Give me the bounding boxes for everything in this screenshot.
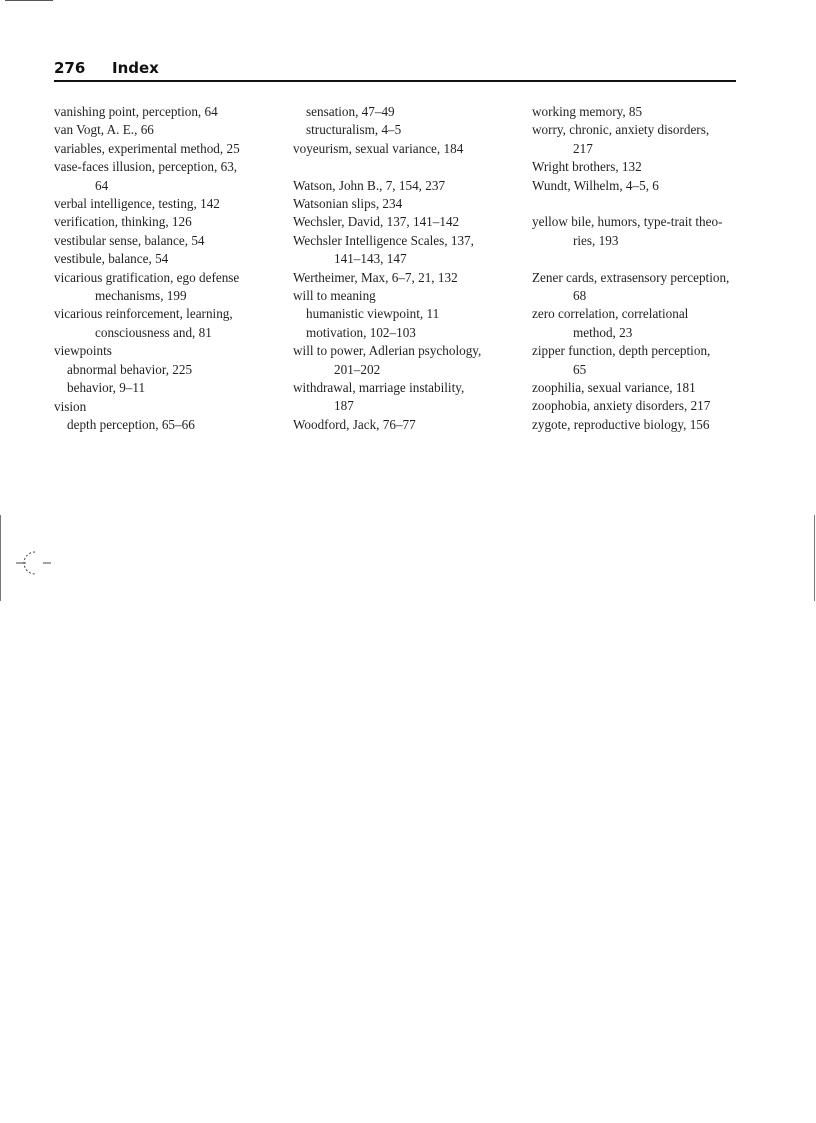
index-entry-continuation: 217	[573, 140, 593, 156]
index-entry: zygote, reproductive biology, 156	[532, 416, 710, 432]
index-entry: Wundt, Wilhelm, 4–5, 6	[532, 177, 659, 193]
edge-rule-right	[814, 515, 815, 601]
index-entry: verification, thinking, 126	[54, 214, 192, 230]
index-entry-continuation: method, 23	[573, 324, 633, 340]
index-entry: will to meaning	[293, 288, 376, 304]
header-rule	[54, 80, 736, 82]
index-entry: worry, chronic, anxiety disorders,	[532, 122, 710, 138]
index-entry: Zener cards, extrasensory perception,	[532, 269, 730, 285]
entry-spacer	[293, 158, 518, 176]
index-entry-continuation: consciousness and, 81	[95, 324, 212, 340]
entry-spacer	[532, 195, 747, 213]
index-entry: vision	[54, 398, 87, 414]
index-entry: working memory, 85	[532, 104, 643, 119]
index-subentry: behavior, 9–11	[67, 380, 146, 396]
index-subentry: sensation, 47–49	[306, 104, 395, 119]
index-entry: zoophilia, sexual variance, 181	[532, 380, 696, 396]
crop-line-top	[5, 0, 53, 1]
index-entry-continuation: 65	[573, 361, 587, 377]
index-entry: vanishing point, perception, 64	[54, 104, 218, 119]
index-entry: Watson, John B., 7, 154, 237	[293, 177, 446, 193]
index-column-3	[532, 103, 747, 434]
running-title: Index	[112, 59, 159, 77]
index-entry: Wechsler, David, 137, 141–142	[293, 214, 460, 230]
index-subentry: humanistic viewpoint, 11	[306, 306, 440, 322]
index-entry: withdrawal, marriage instability,	[293, 380, 465, 396]
index-entry-continuation: ries, 193	[573, 232, 619, 248]
index-subentry: abnormal behavior, 225	[67, 361, 193, 377]
entry-spacer	[532, 250, 747, 268]
index-entry: voyeurism, sexual variance, 184	[293, 140, 464, 156]
index-entry: vestibular sense, balance, 54	[54, 232, 205, 248]
index-entry-continuation: 141–143, 147	[334, 251, 407, 267]
index-subentry: structuralism, 4–5	[306, 122, 402, 138]
index-entry: Wertheimer, Max, 6–7, 21, 132	[293, 269, 458, 285]
index-entry: vestibule, balance, 54	[54, 251, 169, 267]
index-entry: van Vogt, A. E., 66	[54, 122, 154, 138]
index-column-1	[54, 103, 279, 434]
index-entry: variables, experimental method, 25	[54, 140, 240, 156]
index-entry-continuation: 64	[95, 177, 109, 193]
index-subentry: motivation, 102–103	[306, 324, 416, 340]
index-entry-continuation: 201–202	[334, 361, 381, 377]
index-entry-continuation: mechanisms, 199	[95, 288, 187, 304]
index-entry: vicarious reinforcement, learning,	[54, 306, 233, 322]
index-entry: viewpoints	[54, 343, 112, 359]
running-header	[54, 59, 736, 83]
edge-rule-left	[0, 515, 1, 601]
index-entry: zoophobia, anxiety disorders, 217	[532, 398, 711, 414]
index-column-2	[293, 103, 518, 434]
index-entry: verbal intelligence, testing, 142	[54, 196, 220, 212]
index-entry: Wright brothers, 132	[532, 159, 642, 175]
index-entry: yellow bile, humors, type-trait theo-	[532, 214, 723, 230]
index-entry: will to power, Adlerian psychology,	[293, 343, 482, 359]
index-entry: vicarious gratification, ego defense	[54, 269, 240, 285]
index-entry: zero correlation, correlational	[532, 306, 689, 322]
index-entry-continuation: 68	[573, 288, 587, 304]
page-number: 276	[54, 59, 86, 77]
index-entry: Wechsler Intelligence Scales, 137,	[293, 232, 474, 248]
index-entry: vase-faces illusion, perception, 63,	[54, 159, 238, 175]
index-entry-continuation: 187	[334, 398, 354, 414]
index-entry: Watsonian slips, 234	[293, 196, 403, 212]
registration-mark-icon	[16, 550, 56, 576]
index-entry: Woodford, Jack, 76–77	[293, 416, 416, 432]
index-subentry: depth perception, 65–66	[67, 416, 195, 432]
index-entry: zipper function, depth perception,	[532, 343, 711, 359]
